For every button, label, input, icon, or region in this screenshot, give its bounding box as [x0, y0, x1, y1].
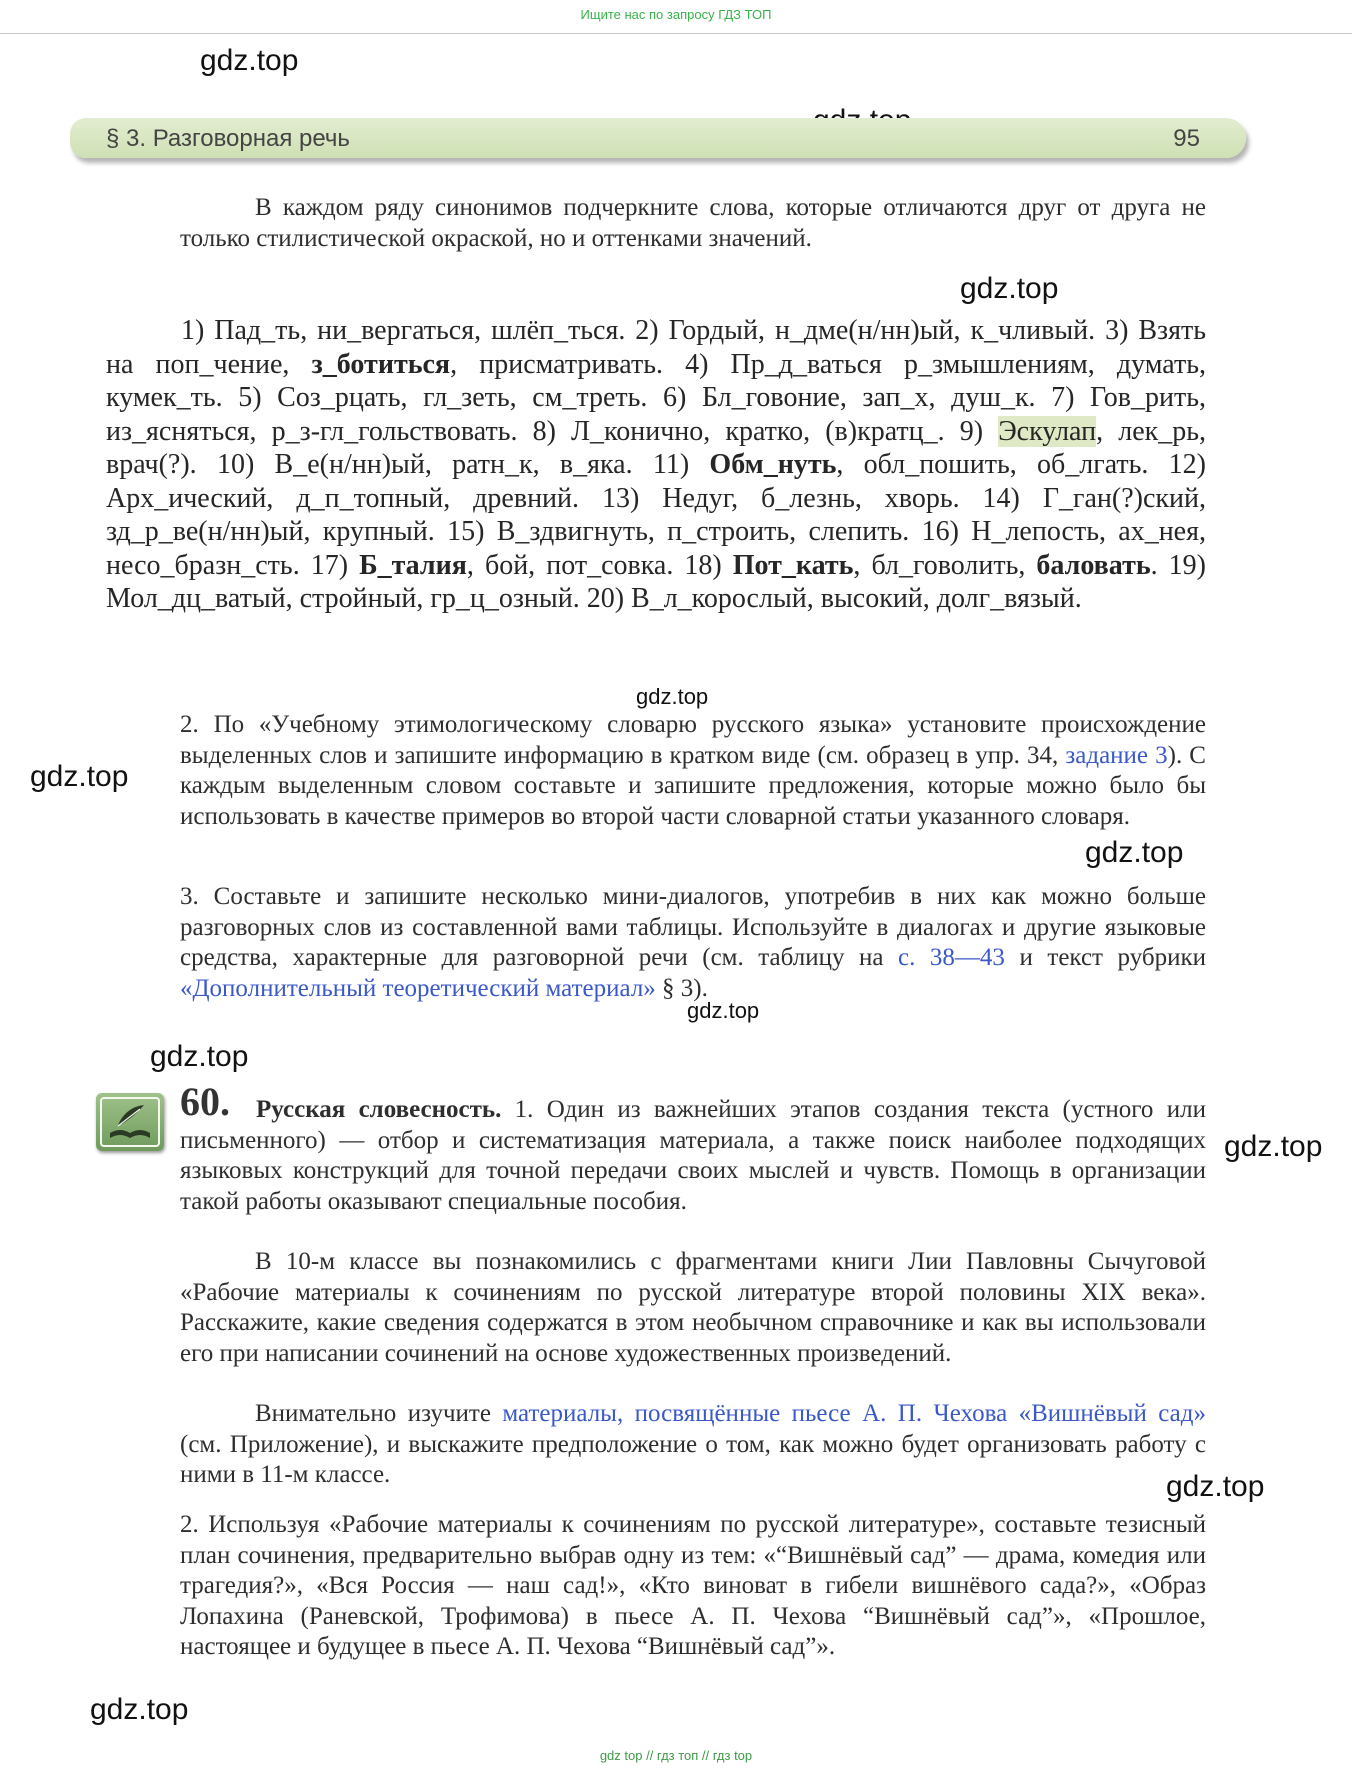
task-intro: В каждом ряду синонимов подчеркните слова, которые отличаются друг от друга не только стилистической окраской, но и оттенками значений.: [180, 194, 1206, 252]
watermark: gdz.top: [687, 998, 760, 1023]
watermark: gdz.top: [200, 44, 299, 77]
top-banner-link[interactable]: Ищите нас по запросу ГДЗ ТОП: [0, 0, 1352, 34]
exercise-60-paragraph-2: В 10-м классе вы познакомились с фрагментами книги Лии Павловны Сычуговой «Рабочие материалы к сочинениям по русской литературе второй половины XIX века». Расскажите, какие сведения содержатся в этом необычном справочнике и как вы использовали его при написании сочинений на основе художественных произведений.: [180, 1248, 1206, 1367]
exercise-60-paragraph-3: Внимательно изучите материалы, посвящённые пьесе А. П. Чехова «Вишнёвый сад» (см. Приложение), и выскажите предположение о том, как можно будет организовать работу с ними в 11-м классе.: [180, 1400, 1206, 1488]
watermark: gdz.top: [150, 1040, 249, 1073]
watermark: gdz.top: [1166, 1470, 1265, 1503]
synonyms-list: 1) Пад_ть, ни_вергаться, шлёп_ться. 2) Гордый, н_дме(н/нн)ый, к_чливый. 3) Взять на поп_чение, з_ботиться, присматривать. 4) Пр_д_ваться р_змышлениям, думать, кумек_ть. 5) Соз_рцать, гл_зеть, см_треть. 6) Бл_говоние, зап_х, душ_к. 7) Гов_рить, из_ясняться, р_з-гл_гольствовать. 8) Л_конично, кратко, (в)кратц_. 9) Эскулап, лек_рь, врач(?). 10) В_е(н/нн)ый, ратн_к, в_яка. 11) Обм_нуть, обл_пошить, об_лгать. 12) Арх_ический, д_п_топный, древний. 13) Недуг, б_лезнь, хворь. 14) Г_ган(?)ский, зд_р_ве(н/нн)ый, крупный. 15) В_здвигнуть, п_строить, слепить. 16) Н_лепость, ах_нея, несо_бразн_сть. 17) Б_талия, бой, пот_совка. 18) Пот_кать, бл_говолить, баловать. 19) Мол_дц_ватый, стройный, гр_ц_озный. 20) В_л_корослый, высокий, долг_вязый.: [106, 315, 1207, 614]
section-header: [70, 118, 1246, 158]
theory-link[interactable]: «Дополнительный теоретический материал»: [180, 974, 656, 1002]
page-number: 95: [1173, 125, 1200, 152]
task-link[interactable]: задание 3: [1065, 741, 1168, 769]
watermark: gdz.top: [1085, 836, 1184, 869]
exercise-title: Русская словесность.: [256, 1096, 502, 1123]
exercise-60-part1: Русская словесность. 1. Один из важнейших этапов создания текста (устного или письменного) — отбор и систематизация материала, а также поиск наиболее подходящих языковых конструкций для точной передачи своих мыслей и чувств. Помощь в организации такой работы оказывают специальные пособия.: [180, 1096, 1206, 1215]
exercise-number: 60.: [180, 1079, 230, 1124]
exercise-60-task-2: 2. Используя «Рабочие материалы к сочинениям по русской литературе», составьте тезисный план сочинения, предварительно выбрав одну из тем: «“Вишнёвый сад” — драма, комедия или трагедия?», «Вся Россия — наш сад!», «Кто виноват в гибели вишнёвого сада?», «Образ Лопахина (Раневской, Трофимова) в пьесе А. П. Чехова “Вишнёвый сад”», «Прошлое, настоящее и будущее в пьесе А. П. Чехова “Вишнёвый сад”».: [180, 1511, 1206, 1660]
watermark: gdz.top: [1224, 1130, 1323, 1163]
bottom-banner: gdz top // гдз топ // гдз top: [599, 1748, 753, 1763]
materials-link[interactable]: материалы, посвящённые пьесе А. П. Чехова «Вишнёвый сад»: [502, 1400, 1206, 1427]
section-title: § 3. Разговорная речь: [106, 125, 350, 152]
watermark: gdz.top: [30, 760, 129, 793]
task-2: 2. По «Учебному этимологическому словарю русского языка» установите происхождение выделенных слов и запишите информацию в кратком виде (см. образец в упр. 34, задание 3). С каждым выделенным словом составьте и запишите предложения, которые можно было бы использовать в качестве примеров во второй части словарной статьи указанного словаря.: [180, 711, 1206, 830]
highlighted-word: Эскулап: [998, 415, 1097, 447]
literature-book-icon: [96, 1093, 164, 1151]
watermark: gdz.top: [960, 272, 1059, 305]
task-3: 3. Составьте и запишите несколько мини-диалогов, употребив в них как можно больше разговорных слов из составленной вами таблицы. Используйте в диалогах и другие языковые средства, характерные для разговорной речи (см. таблицу на с. 38—43 и текст рубрики «Дополнительный теоретический материал» § 3).: [180, 883, 1206, 1002]
watermark: gdz.top: [636, 684, 709, 709]
watermark: gdz.top: [90, 1693, 189, 1726]
pages-link[interactable]: с. 38—43: [898, 944, 1005, 971]
